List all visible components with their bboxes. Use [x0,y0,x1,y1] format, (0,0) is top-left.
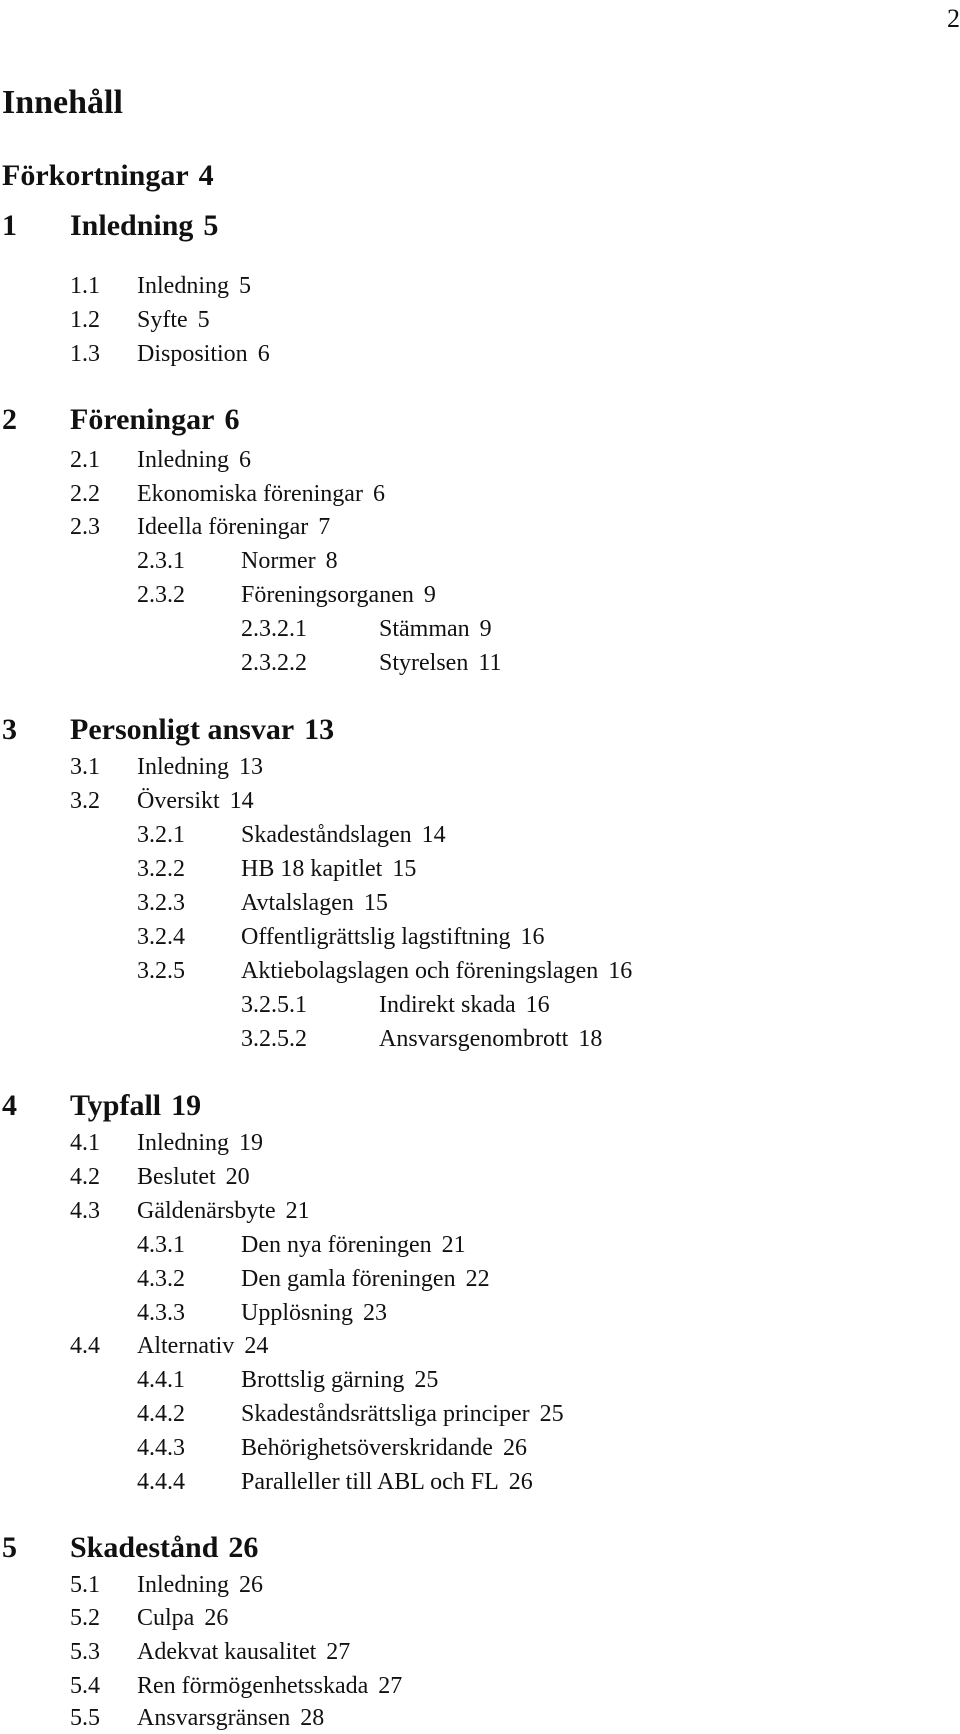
toc-entry[interactable] [137,580,436,610]
toc-page: 9 [423,582,436,608]
toc-chapter-number: 1 [2,209,17,242]
toc-chapter-number: 4 [2,1089,17,1122]
toc-page: 8 [325,548,338,574]
toc-entry-title: Adekvat kausalitet [137,1639,317,1665]
toc-page: 13 [238,754,263,780]
toc-entry-number: 3.2.5.2 [241,1026,307,1052]
toc-entry-number: 4.4 [70,1333,100,1359]
toc-entry-title: Inledning [137,447,229,473]
toc-entry-title: Ekonomiska föreningar [137,481,363,507]
toc-entry[interactable] [70,1162,250,1192]
toc-page: 13 [304,713,335,746]
toc-page: 6 [257,341,270,367]
toc-chapter-number: 3 [2,713,17,746]
toc-entry[interactable] [137,546,338,576]
toc-entry-title: Indirekt skada [379,992,516,1018]
toc-entry-title: Inledning [137,754,229,780]
toc-entry-number: 4.4.4 [137,1469,185,1495]
toc-entry-title: Den gamla föreningen [241,1266,456,1292]
toc-page: 27 [378,1673,403,1699]
toc-page: 22 [465,1266,490,1292]
toc-entry-title: Upplösning [241,1300,354,1326]
toc-entry[interactable] [70,1603,228,1633]
toc-entry[interactable] [70,271,251,301]
toc-entry-number: 4.2 [70,1164,100,1190]
toc-entry[interactable] [70,305,210,335]
toc-entry-title: Den nya föreningen [241,1232,432,1258]
toc-entry-title: Stämman [379,616,470,642]
toc-entry[interactable] [70,786,254,816]
toc-entry[interactable] [241,614,492,644]
toc-entry-number: 2.3.2.2 [241,650,307,676]
toc-page: 9 [479,616,492,642]
toc-entry[interactable] [137,1365,438,1395]
toc-entry-number: 3.2.1 [137,822,185,848]
toc-entry-number: 4.4.3 [137,1435,185,1461]
toc-entry[interactable] [137,1467,533,1497]
toc-chapter[interactable] [2,402,239,438]
toc-page: 28 [300,1705,325,1731]
toc-entry-title: Brottslig gärning [241,1367,405,1393]
toc-page: 26 [502,1435,527,1461]
toc-entry-number: 3.2.5 [137,958,185,984]
toc-entry[interactable] [241,648,501,678]
toc-page: 7 [318,514,331,540]
toc-entry-title: Beslutet [137,1164,216,1190]
toc-page: 5 [203,209,219,242]
toc-entry-title: Avtalslagen [241,890,354,916]
toc-entry[interactable] [70,752,263,782]
toc-entry-title: Ideella föreningar [137,514,309,540]
toc-entry[interactable] [137,1264,490,1294]
toc-chapter[interactable] [2,712,334,748]
toc-entry-title: Föreningsorganen [241,582,414,608]
toc-page: 16 [520,924,545,950]
toc-entry-number: 5.4 [70,1673,100,1699]
toc-entry[interactable] [70,1671,402,1701]
toc-page: 25 [539,1401,564,1427]
toc-entry[interactable] [70,479,385,509]
toc-entry-number: 3.2.5.1 [241,992,307,1018]
toc-entry-title: Styrelsen [379,650,469,676]
toc-chapter[interactable] [2,1530,258,1566]
toc-page: 6 [372,481,385,507]
toc-entry-title: Inledning [137,1572,229,1598]
toc-page: 27 [326,1639,351,1665]
toc-entry[interactable] [70,1331,268,1361]
toc-entry-number: 2.1 [70,447,100,473]
toc-page: 26 [204,1605,229,1631]
page-title: Innehåll [2,84,123,121]
toc-entry-title: Skadeståndsrättsliga principer [241,1401,530,1427]
toc-entry-title: Skadeståndslagen [241,822,412,848]
toc-entry[interactable] [70,445,251,475]
toc-entry-title: Paralleller till ABL och FL [241,1469,499,1495]
toc-chapter-title: Föreningar [70,403,215,436]
toc-entry-number: 4.3 [70,1198,100,1224]
toc-entry-number: 2.3.2.1 [241,616,307,642]
toc-entry[interactable] [241,990,550,1020]
toc-entry-title: Alternativ [137,1333,235,1359]
toc-page: 25 [414,1367,439,1393]
toc-entry[interactable] [70,1128,263,1158]
toc-page: 11 [478,650,502,676]
toc-entry-title: Normer [241,548,316,574]
toc-entry-title: Ansvarsgenombrott [379,1026,569,1052]
toc-chapter-title: Skadestånd [70,1531,219,1564]
toc-entry-title: Aktiebolagslagen och föreningslagen [241,958,599,984]
toc-entry-title: Inledning [137,1130,229,1156]
toc-page: 26 [508,1469,533,1495]
toc-page: 15 [392,856,417,882]
toc-entry-number: 2.3 [70,514,100,540]
toc-entry-number: 3.2 [70,788,100,814]
toc-page: 14 [229,788,254,814]
toc-entry-title: Ansvarsgränsen [137,1705,291,1731]
toc-entry-number: 4.1 [70,1130,100,1156]
toc-entry-number: 5.5 [70,1705,100,1731]
toc-page: 18 [578,1026,603,1052]
toc-chapter[interactable] [2,208,218,244]
toc-entry[interactable] [70,1570,263,1600]
toc-entry-number: 4.3.2 [137,1266,185,1292]
toc-page: 16 [525,992,550,1018]
toc-entry[interactable] [137,1230,466,1260]
toc-page: 14 [421,822,446,848]
toc-chapter-title: Inledning [70,209,194,242]
toc-entry[interactable] [137,1433,527,1463]
toc-entry-title: Behörighetsöverskridande [241,1435,493,1461]
toc-abbreviations-label: Förkortningar [2,159,189,192]
toc-entry[interactable] [70,1637,350,1667]
toc-entry-number: 2.3.2 [137,582,185,608]
toc-entry-number: 5.2 [70,1605,100,1631]
toc-entry-title: Inledning [137,273,229,299]
toc-page: 19 [171,1089,202,1122]
toc-page: 5 [197,307,210,333]
toc-entry[interactable] [241,1024,602,1054]
toc-entry-title: Culpa [137,1605,195,1631]
toc-page: 6 [238,447,251,473]
toc-entry-number: 3.2.4 [137,924,185,950]
toc-entry[interactable] [70,1196,310,1226]
toc-abbreviations[interactable] [2,158,214,194]
toc-page: 24 [244,1333,269,1359]
toc-entry[interactable] [137,1298,387,1328]
toc-entry-number: 4.4.1 [137,1367,185,1393]
toc-entry-title: Disposition [137,341,248,367]
toc-entry[interactable] [70,1703,324,1733]
toc-entry-title: Översikt [137,788,220,814]
toc-entry-title: HB 18 kapitlet [241,856,383,882]
toc-page: 23 [363,1300,388,1326]
toc-entry-number: 1.3 [70,341,100,367]
toc-entry[interactable] [137,820,446,850]
toc-entry-number: 5.1 [70,1572,100,1598]
toc-entry-number: 3.2.3 [137,890,185,916]
toc-entry-number: 3.2.2 [137,856,185,882]
toc-chapter-number: 5 [2,1531,17,1564]
toc-entry-number: 4.3.3 [137,1300,185,1326]
toc-entry-number: 2.3.1 [137,548,185,574]
toc-entry[interactable] [137,922,545,952]
toc-entry-number: 1.1 [70,273,100,299]
toc-chapter-title: Personligt ansvar [70,713,295,746]
toc-page: 5 [238,273,251,299]
toc-entry-number: 1.2 [70,307,100,333]
toc-page: 21 [285,1198,310,1224]
toc-entry[interactable] [137,956,632,986]
toc-entry[interactable] [137,1399,564,1429]
toc-entry-title: Ren förmögenhetsskada [137,1673,369,1699]
toc-entry[interactable] [137,888,388,918]
toc-page: 26 [238,1572,263,1598]
toc-page: 21 [441,1232,466,1258]
toc-entry-number: 4.4.2 [137,1401,185,1427]
toc-page: 19 [238,1130,263,1156]
toc-page: 26 [228,1531,259,1564]
toc-entry-number: 4.3.1 [137,1232,185,1258]
toc-entry[interactable] [70,512,330,542]
toc-entry[interactable] [70,339,270,369]
toc-entry-title: Offentligrättslig lagstiftning [241,924,511,950]
toc-chapter[interactable] [2,1088,201,1124]
toc-page: 6 [224,403,240,436]
toc-chapter-title: Typfall [70,1089,162,1122]
page-number: 2 [947,4,960,33]
toc-page: 16 [608,958,633,984]
toc-page: 15 [363,890,388,916]
toc-entry-number: 5.3 [70,1639,100,1665]
toc-entry-number: 3.1 [70,754,100,780]
toc-entry-number: 2.2 [70,481,100,507]
toc-entry[interactable] [137,854,416,884]
toc-page: 4 [198,159,214,192]
toc-chapter-number: 2 [2,403,17,436]
toc-entry-title: Gäldenärsbyte [137,1198,276,1224]
toc-page: 20 [225,1164,250,1190]
toc-entry-title: Syfte [137,307,188,333]
